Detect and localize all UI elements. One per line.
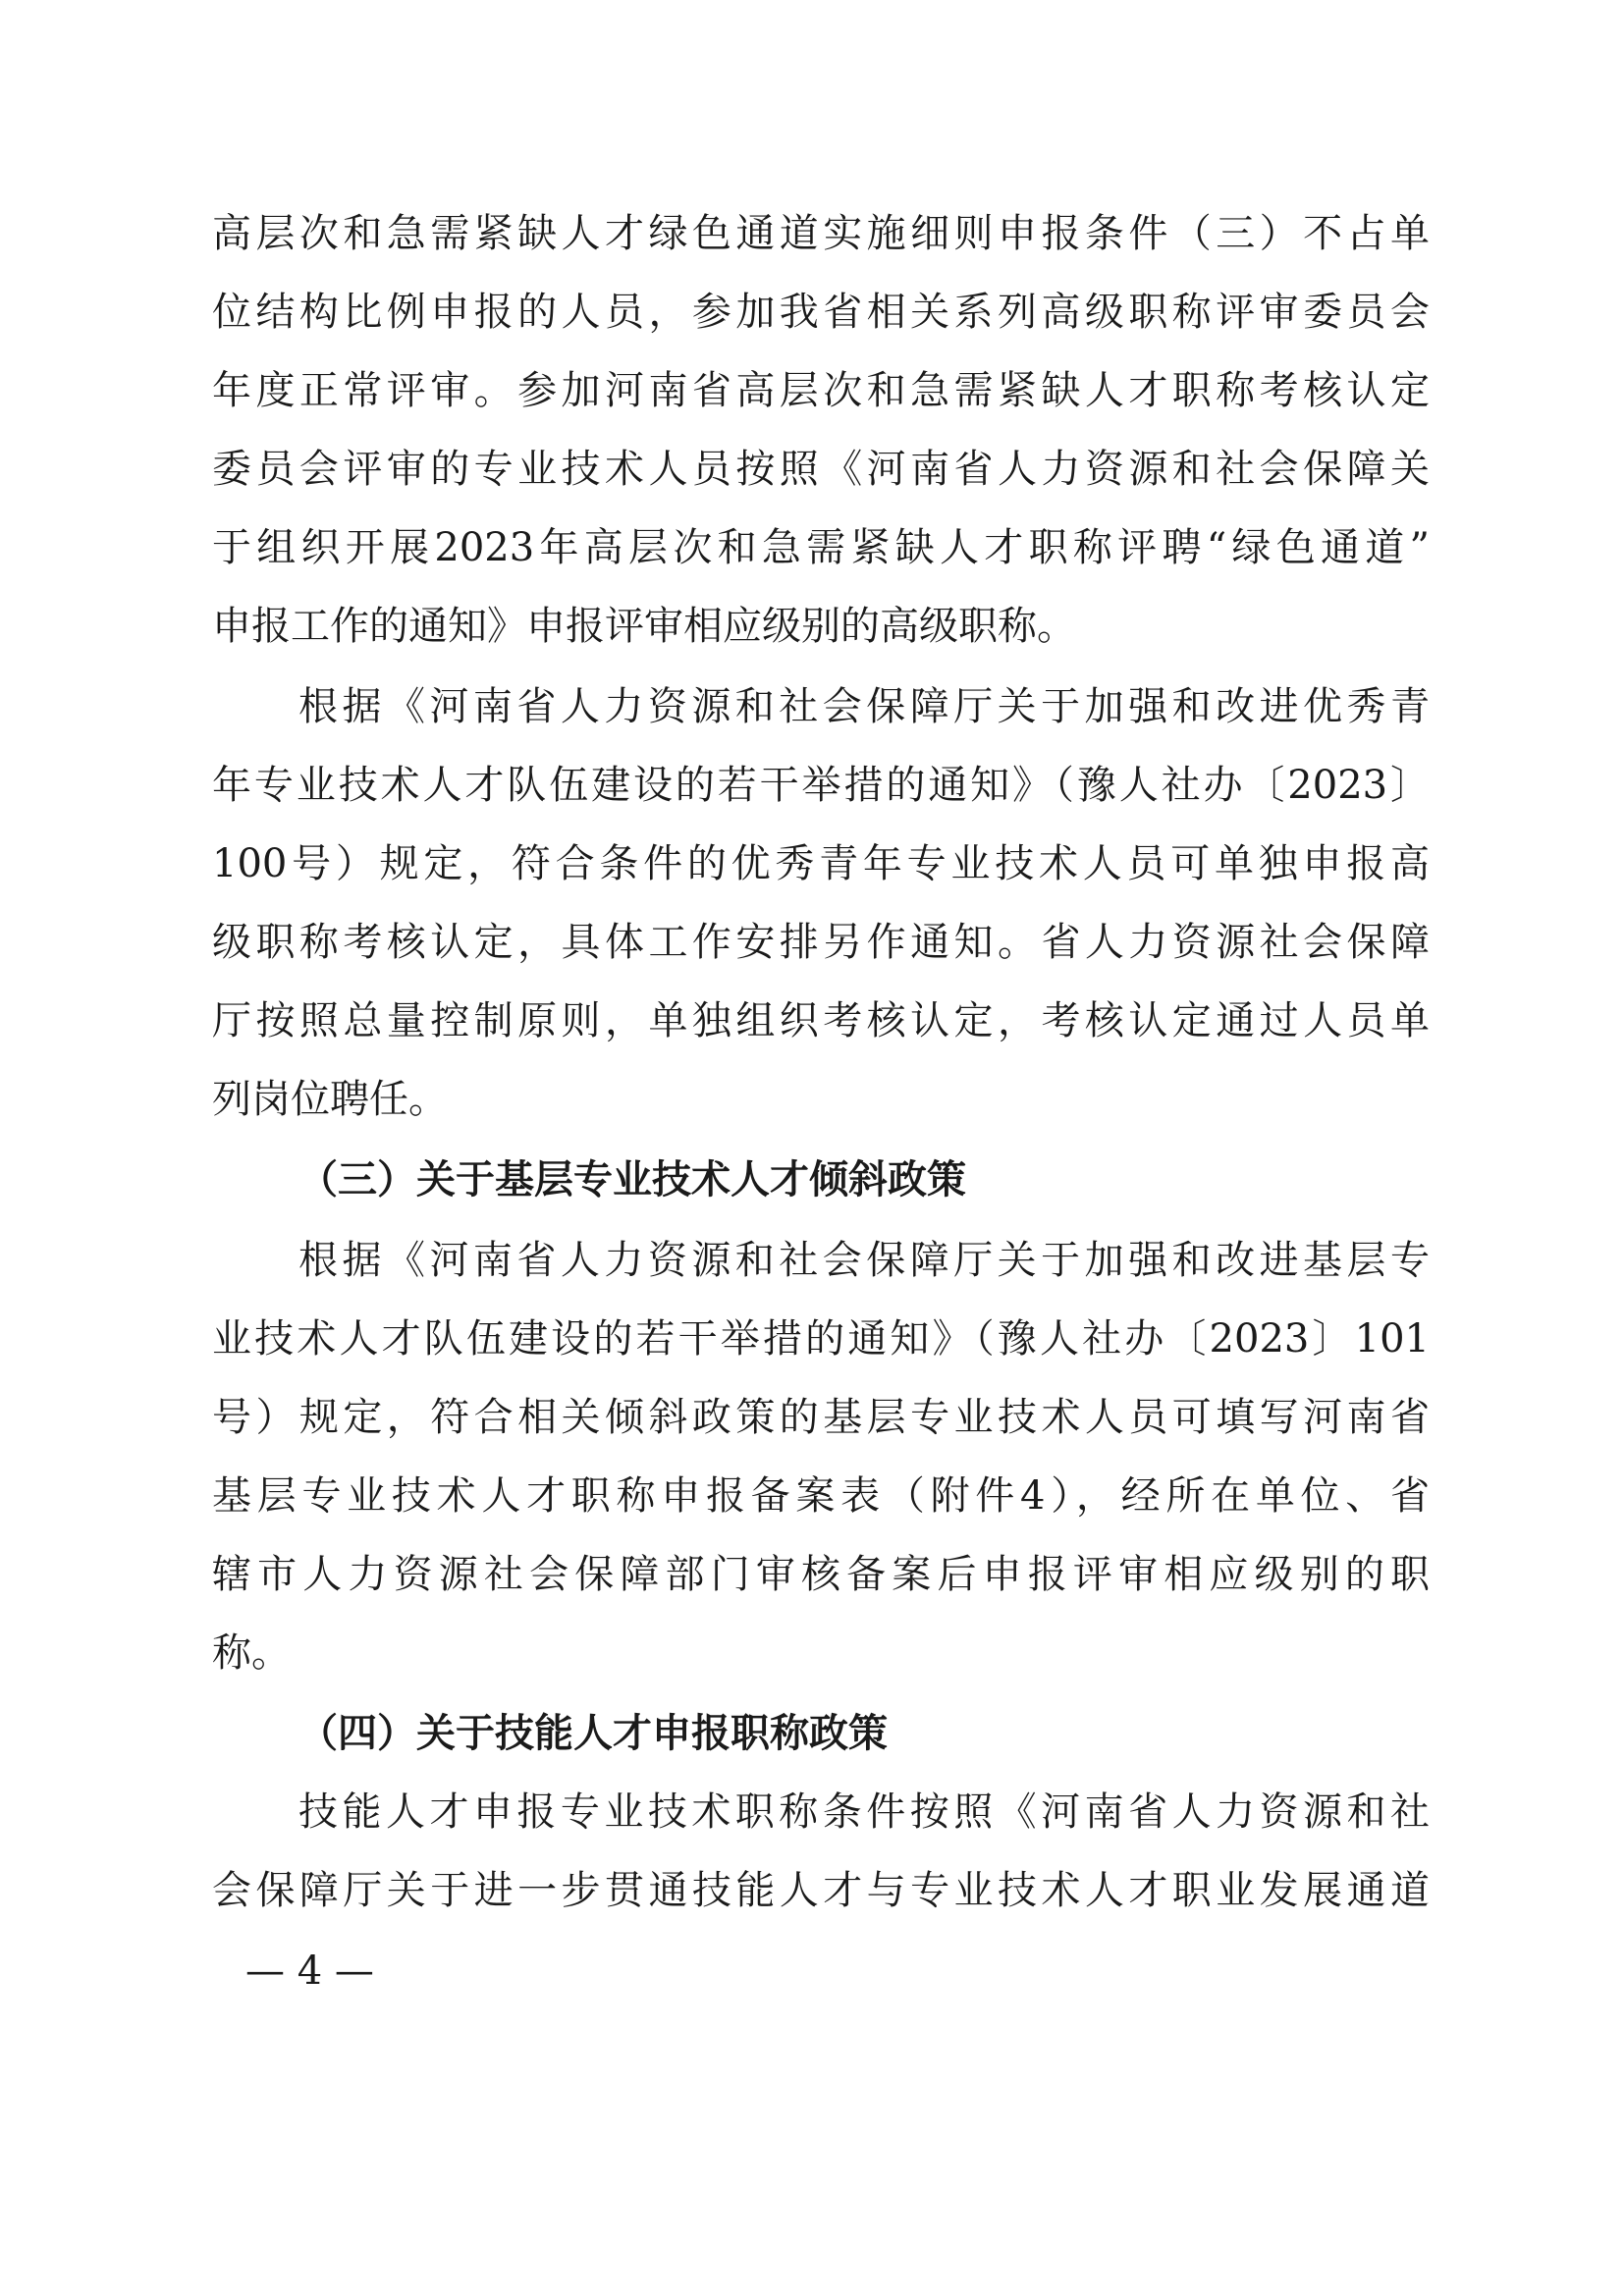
section-heading: （三）关于基层专业技术人才倾斜政策 (298, 1156, 966, 1202)
paragraph-first-line: 根据《河南省人力资源和社会保障厅关于加强和改进优秀青 (298, 684, 1430, 729)
body-text-line: 会保障厅关于进一步贯通技能人才与专业技术人才职业发展通道 (212, 1868, 1430, 1913)
body-text-line: 年专业技术人才队伍建设的若干举措的通知》（豫人社办〔2023〕 (212, 763, 1430, 808)
body-text-line: 基层专业技术人才职称申报备案表（附件4），经所在单位、省 (212, 1473, 1430, 1519)
body-text-line: 厅按照总量控制原则，单独组织考核认定，考核认定通过人员单 (212, 998, 1430, 1043)
body-text-line: 100号）规定，符合条件的优秀青年专业技术人员可单独申报高 (212, 841, 1430, 886)
body-text-line: 号）规定，符合相关倾斜政策的基层专业技术人员可填写河南省 (212, 1395, 1430, 1440)
section-heading: （四）关于技能人才申报职称政策 (298, 1710, 888, 1756)
body-text-line: 位结构比例申报的人员，参加我省相关系列高级职称评审委员会 (212, 290, 1430, 335)
body-text-line: 年度正常评审。参加河南省高层次和急需紧缺人才职称考核认定 (212, 368, 1430, 413)
body-text-line: 级职称考核认定，具体工作安排另作通知。省人力资源社会保障 (212, 920, 1430, 965)
paragraph-first-line: 根据《河南省人力资源和社会保障厅关于加强和改进基层专 (298, 1238, 1430, 1283)
body-text-line: 高层次和急需紧缺人才绿色通道实施细则申报条件（三）不占单 (212, 211, 1430, 256)
body-text-line: 称。 (212, 1630, 291, 1676)
body-text-line: 列岗位聘任。 (212, 1077, 448, 1122)
paragraph-first-line: 技能人才申报专业技术职称条件按照《河南省人力资源和社 (298, 1789, 1430, 1835)
page-number: — 4 — (245, 1949, 374, 1994)
body-text-line: 于组织开展2023年高层次和急需紧缺人才职称评聘“绿色通道” (212, 525, 1430, 570)
body-text-line: 业技术人才队伍建设的若干举措的通知》（豫人社办〔2023〕101 (212, 1316, 1430, 1362)
body-text-line: 辖市人力资源社会保障部门审核备案后申报评审相应级别的职 (212, 1552, 1430, 1597)
body-text-line: 申报工作的通知》申报评审相应级别的高级职称。 (212, 604, 1076, 649)
body-text-line: 委员会评审的专业技术人员按照《河南省人力资源和社会保障关 (212, 447, 1430, 492)
